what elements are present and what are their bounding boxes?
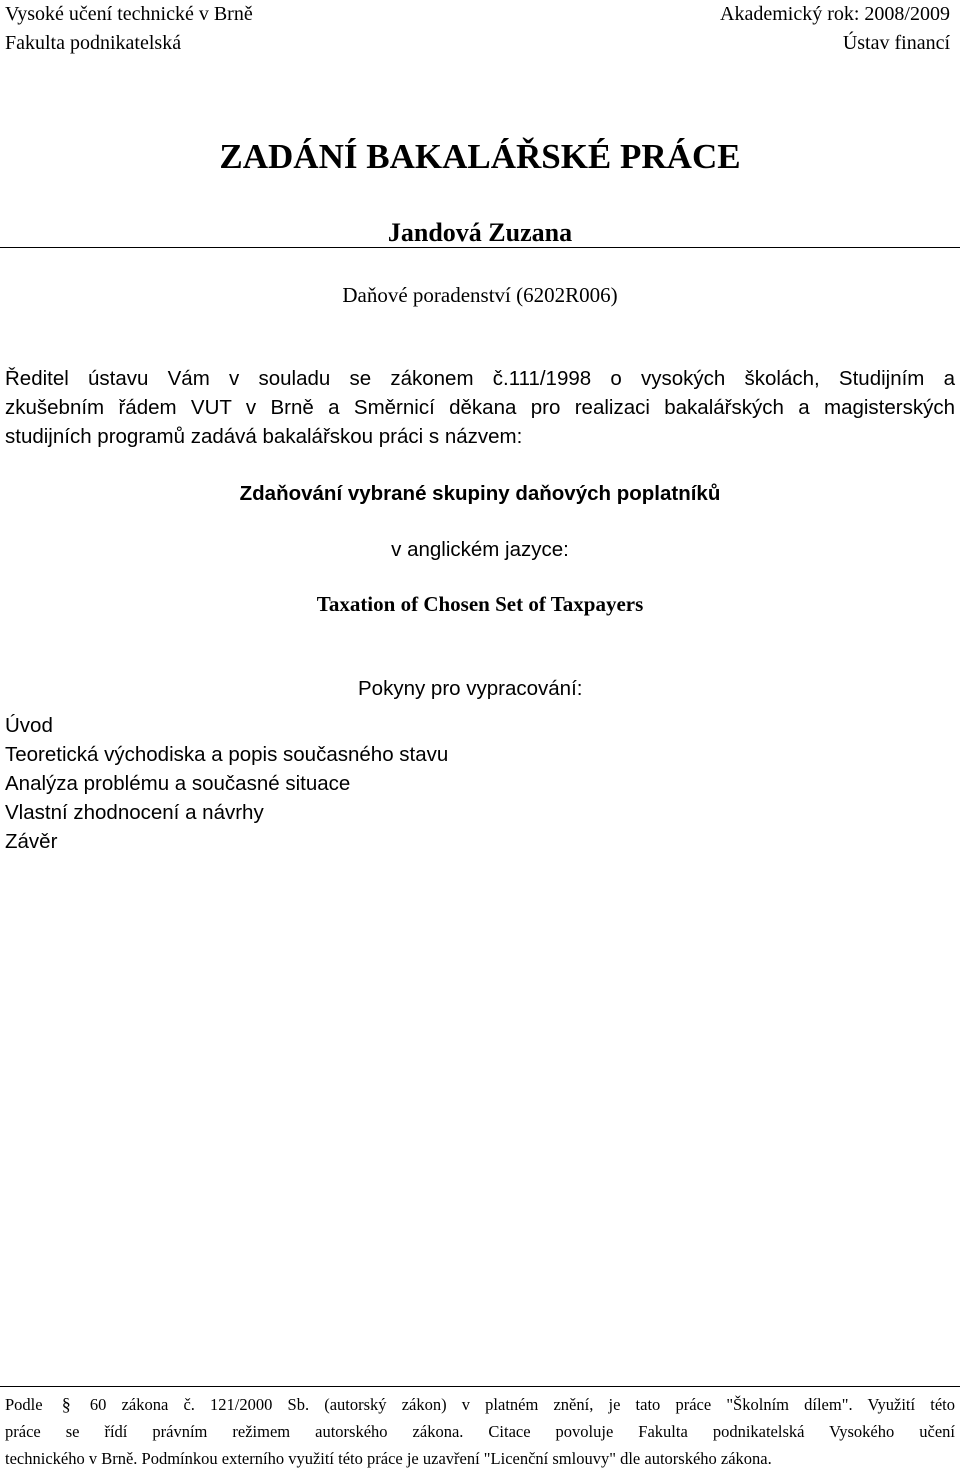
instructions-heading: Pokyny pro vypracování: xyxy=(358,677,583,700)
list-item: Teoretická východiska a popis současného stavu xyxy=(5,743,449,766)
study-program: Daňové poradenství (6202R006) xyxy=(342,283,618,307)
footer-line xyxy=(5,1391,955,1418)
list-item: Úvod xyxy=(5,714,53,737)
department-name: Ústav financí xyxy=(842,32,950,54)
academic-year: Akademický rok: 2008/2009 xyxy=(720,3,950,25)
english-title-label: v anglickém jazyce: xyxy=(391,538,569,561)
copyright-notice xyxy=(5,1391,955,1472)
instructions-list xyxy=(5,711,448,856)
university-name: Vysoké učení technické v Brně xyxy=(5,3,253,25)
intro-line: zkušebním řádem VUT v Brně a Směrnicí děkana pro realizaci bakalářských a magisterských xyxy=(5,396,955,419)
list-item: Závěr xyxy=(5,830,58,853)
footer-line-start: Podle xyxy=(5,1395,43,1414)
title-divider xyxy=(0,247,960,248)
footer-divider xyxy=(0,1386,960,1387)
list-item: Analýza problému a současné situace xyxy=(5,772,351,795)
faculty-name: Fakulta podnikatelská xyxy=(5,32,182,54)
list-item: Vlastní zhodnocení a návrhy xyxy=(5,801,264,824)
footer-line-rest: 60 zákona č. 121/2000 Sb. (autorský zákon) v platném znění, je tato práce "Školním dílem". Využití této xyxy=(89,1395,955,1414)
intro-paragraph xyxy=(5,364,955,451)
footer-line: technického v Brně. Podmínkou externího využití této práce je uzavření "Licenční smlouvy" dle autorského zákona. xyxy=(5,1449,772,1468)
thesis-title-english: Taxation of Chosen Set of Taxpayers xyxy=(316,592,644,616)
intro-line: studijních programů zadává bakalářskou práci s názvem: xyxy=(5,425,523,448)
document-title: ZADÁNÍ BAKALÁŘSKÉ PRÁCE xyxy=(219,137,741,176)
footer-line: práce se řídí právním režimem autorského zákona. Citace povoluje Fakulta podnikatelská Vysokého učení xyxy=(5,1422,955,1441)
section-symbol: § xyxy=(61,1394,71,1414)
thesis-title-czech: Zdaňování vybrané skupiny daňových poplatníků xyxy=(239,482,721,505)
intro-line: Ředitel ústavu Vám v souladu se zákonem č.111/1998 o vysokých školách, Studijním a xyxy=(5,367,955,390)
student-name: Jandová Zuzana xyxy=(387,218,573,247)
